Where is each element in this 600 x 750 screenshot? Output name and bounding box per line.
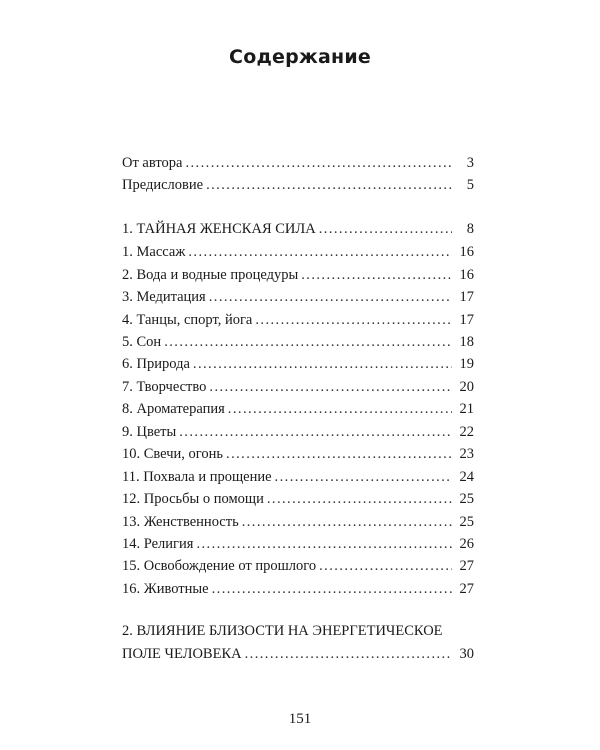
dot-leader	[255, 309, 452, 331]
dot-leader	[188, 241, 452, 263]
toc-chapter-1	[122, 218, 474, 240]
toc-entry	[122, 264, 474, 286]
toc-entry-page: 19	[459, 356, 474, 372]
toc-entry-page: 27	[459, 558, 474, 574]
toc-entry-author	[122, 152, 474, 174]
toc-entry	[122, 398, 474, 420]
dot-leader	[228, 398, 452, 420]
toc-entry-label: 13. Женственность	[122, 514, 239, 530]
toc-entry-page: 17	[459, 312, 474, 328]
dot-leader	[275, 466, 452, 488]
toc-entry-label: 9. Цветы	[122, 424, 177, 440]
toc-entry-preface	[122, 174, 474, 196]
dot-leader	[319, 555, 452, 577]
toc-entry	[122, 331, 474, 353]
dot-leader	[209, 286, 452, 308]
toc-entry-page: 22	[459, 424, 474, 440]
dot-leader	[196, 533, 452, 555]
toc-chapter-page: 30	[459, 646, 474, 662]
toc-entry	[122, 421, 474, 443]
dot-leader	[301, 264, 452, 286]
dot-leader	[242, 511, 452, 533]
dot-leader	[179, 421, 452, 443]
toc-entry-label: 8. Ароматерапия	[122, 401, 225, 417]
toc-entry	[122, 578, 474, 600]
dot-leader	[185, 152, 452, 174]
dot-leader	[319, 218, 452, 240]
toc-entry-page: 20	[459, 379, 474, 395]
toc-entry	[122, 309, 474, 331]
toc-entry-page: 26	[459, 536, 474, 552]
toc-entry-label: Предисловие	[122, 177, 204, 193]
toc-entry-page: 27	[459, 581, 474, 597]
toc-entry-label: 16. Животные	[122, 581, 209, 597]
toc-entry	[122, 353, 474, 375]
toc-entry-page: 25	[459, 514, 474, 530]
toc-chapter-2-line-1: 2. ВЛИЯНИЕ БЛИЗОСТИ НА ЭНЕРГЕТИЧЕСКОЕ	[122, 623, 443, 639]
toc-entry	[122, 533, 474, 555]
toc-entry	[122, 511, 474, 533]
toc-entry-page: 16	[459, 267, 474, 283]
toc-entry-label: 3. Медитация	[122, 289, 206, 305]
toc-entry-label: 12. Просьбы о помощи	[122, 491, 264, 507]
toc-entry	[122, 376, 474, 398]
dot-leader	[206, 174, 452, 196]
page-title: Содержание	[229, 46, 371, 68]
toc-entry-label: 11. Похвала и прощение	[122, 469, 272, 485]
dot-leader	[212, 578, 452, 600]
toc-entry	[122, 488, 474, 510]
dot-leader	[193, 353, 452, 375]
toc-entry-page: 21	[459, 401, 474, 417]
toc-entry-page: 3	[466, 155, 474, 171]
toc-entry-label: 6. Природа	[122, 356, 190, 372]
toc-chapter-2-line-2	[122, 643, 474, 665]
toc-entry-label: 1. Массаж	[122, 244, 186, 260]
dot-leader	[267, 488, 452, 510]
toc-entry-page: 24	[459, 469, 474, 485]
dot-leader	[226, 443, 452, 465]
toc-chapter-label: ПОЛЕ ЧЕЛОВЕКА	[122, 646, 242, 662]
toc-entry	[122, 241, 474, 263]
toc-entry-label: 2. Вода и водные процедуры	[122, 267, 299, 283]
toc-entry-page: 17	[459, 289, 474, 305]
dot-leader	[245, 643, 452, 665]
toc-entry	[122, 555, 474, 577]
toc-entry-label: 7. Творчество	[122, 379, 207, 395]
toc-entry	[122, 466, 474, 488]
toc-chapter-page: 8	[466, 221, 474, 237]
toc-entry-page: 18	[459, 334, 474, 350]
toc-entry-label: 14. Религия	[122, 536, 194, 552]
toc-entry-page: 23	[459, 446, 474, 462]
toc-entry-label: 4. Танцы, спорт, йога	[122, 312, 253, 328]
toc-entry	[122, 443, 474, 465]
toc-entry-label: 10. Свечи, огонь	[122, 446, 224, 462]
toc-entry-label: От автора	[122, 155, 183, 171]
toc-entry-page: 5	[466, 177, 474, 193]
toc-entry-page: 16	[459, 244, 474, 260]
toc-entry	[122, 286, 474, 308]
toc-entry-page: 25	[459, 491, 474, 507]
toc-chapter-label: 1. ТАЙНАЯ ЖЕНСКАЯ СИЛА	[122, 221, 316, 237]
dot-leader	[209, 376, 452, 398]
page-number: 151	[288, 711, 312, 727]
toc-entry-label: 5. Сон	[122, 334, 162, 350]
toc-entry-label: 15. Освобождение от прошлого	[122, 558, 317, 574]
dot-leader	[164, 331, 452, 353]
